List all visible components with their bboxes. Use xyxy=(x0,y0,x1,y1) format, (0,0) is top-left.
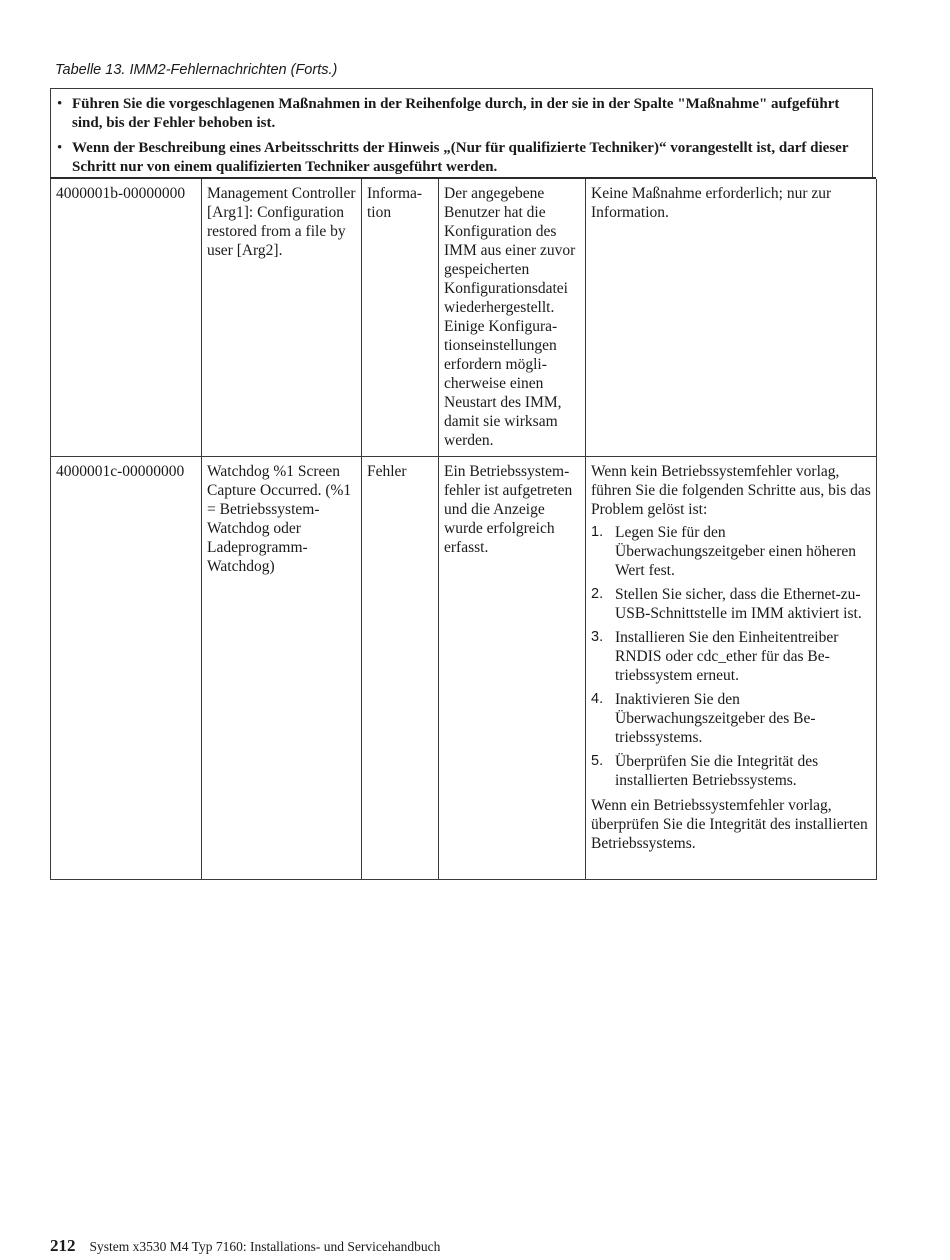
action-step xyxy=(591,585,872,623)
action-cell xyxy=(586,457,877,880)
step-number: 2. xyxy=(591,586,604,602)
action-steps-list xyxy=(591,523,872,790)
step-text: Überprüfen Sie die Integrität des installierten Betriebssystems. xyxy=(615,753,819,789)
page-footer xyxy=(50,1236,440,1256)
step-number: 1. xyxy=(591,524,604,540)
table-row xyxy=(51,179,877,457)
step-number: 3. xyxy=(591,629,604,645)
instructions-list xyxy=(57,95,862,177)
instructions-box xyxy=(50,88,873,177)
page-number: 212 xyxy=(50,1236,76,1255)
table-caption: Tabelle 13. IMM2-Fehlernachrichten (Forts.) xyxy=(55,62,338,78)
action-intro: Wenn kein Betriebssystemfehler vorlag, führen Sie die folgenden Schritte aus, bis das Problem gelöst ist: xyxy=(591,463,871,518)
action-step xyxy=(591,523,872,580)
step-number: 5. xyxy=(591,753,604,769)
instruction-item: • Wenn der Beschreibung eines Arbeitsschritts der Hinweis „(Nur für qualifizierte Techniker)“ vorangestellt ist, darf dieser Schritt nur von einem qualifizierten Techniker ausgeführt werden. xyxy=(57,139,862,177)
message-id-cell: 4000001b-00000000 xyxy=(51,179,202,457)
step-text: Inaktivieren Sie den Überwachungszeitgeber des Betriebssystems. xyxy=(615,691,816,746)
document-title: System x3530 M4 Typ 7160: Installations- und Servicehandbuch xyxy=(89,1239,441,1254)
step-text: Stellen Sie sicher, dass die Ethernet-zu-USB-Schnittstelle im IMM aktiviert ist. xyxy=(615,586,862,622)
error-messages-table xyxy=(50,179,877,880)
message-text-cell: Watchdog %1 Screen Capture Occurred. (%1 = Betriebssystem-Watchdog oder Ladeprogramm-Watchdog) xyxy=(202,457,362,880)
action-step xyxy=(591,690,872,747)
action-step xyxy=(591,752,872,790)
severity-cell: Information xyxy=(362,179,439,457)
action-cell: Keine Maßnahme erforderlich; nur zur Information. xyxy=(586,179,877,457)
action-outro: Wenn ein Betriebssystemfehler vorlag, überprüfen Sie die Integrität des installierten Betriebssystems. xyxy=(591,797,868,852)
message-id-cell: 4000001c-00000000 xyxy=(51,457,202,880)
severity-cell: Fehler xyxy=(362,457,439,880)
message-text-cell: Management Controller [Arg1]: Configuration restored from a file by user [Arg2]. xyxy=(202,179,362,457)
instruction-item: • Führen Sie die vorgeschlagenen Maßnahmen in der Reihenfolge durch, in der sie in der Spalte "Maßnahme" aufgeführt sind, bis der Fehler behoben ist. xyxy=(57,95,862,133)
description-cell: Der angegebene Benutzer hat die Konfiguration des IMM aus einer zuvor gespeicherten Konfigurationsdatei wiederhergestellt. Einige Konfigurationseinstellungen erfordern möglicherweise einen Neustart des IMM, damit sie wirksam werden. xyxy=(439,179,586,457)
table-row xyxy=(51,457,877,880)
description-cell: Ein Betriebssystemfehler ist aufgetreten und die Anzeige wurde erfolgreich erfasst. xyxy=(439,457,586,880)
step-text: Legen Sie für den Überwachungszeitgeber einen höheren Wert fest. xyxy=(615,524,856,579)
action-step xyxy=(591,628,872,685)
step-number: 4. xyxy=(591,691,604,707)
step-text: Installieren Sie den Einheitentreiber RNDIS oder cdc_ether für das Betriebssystem erneut. xyxy=(615,629,839,684)
